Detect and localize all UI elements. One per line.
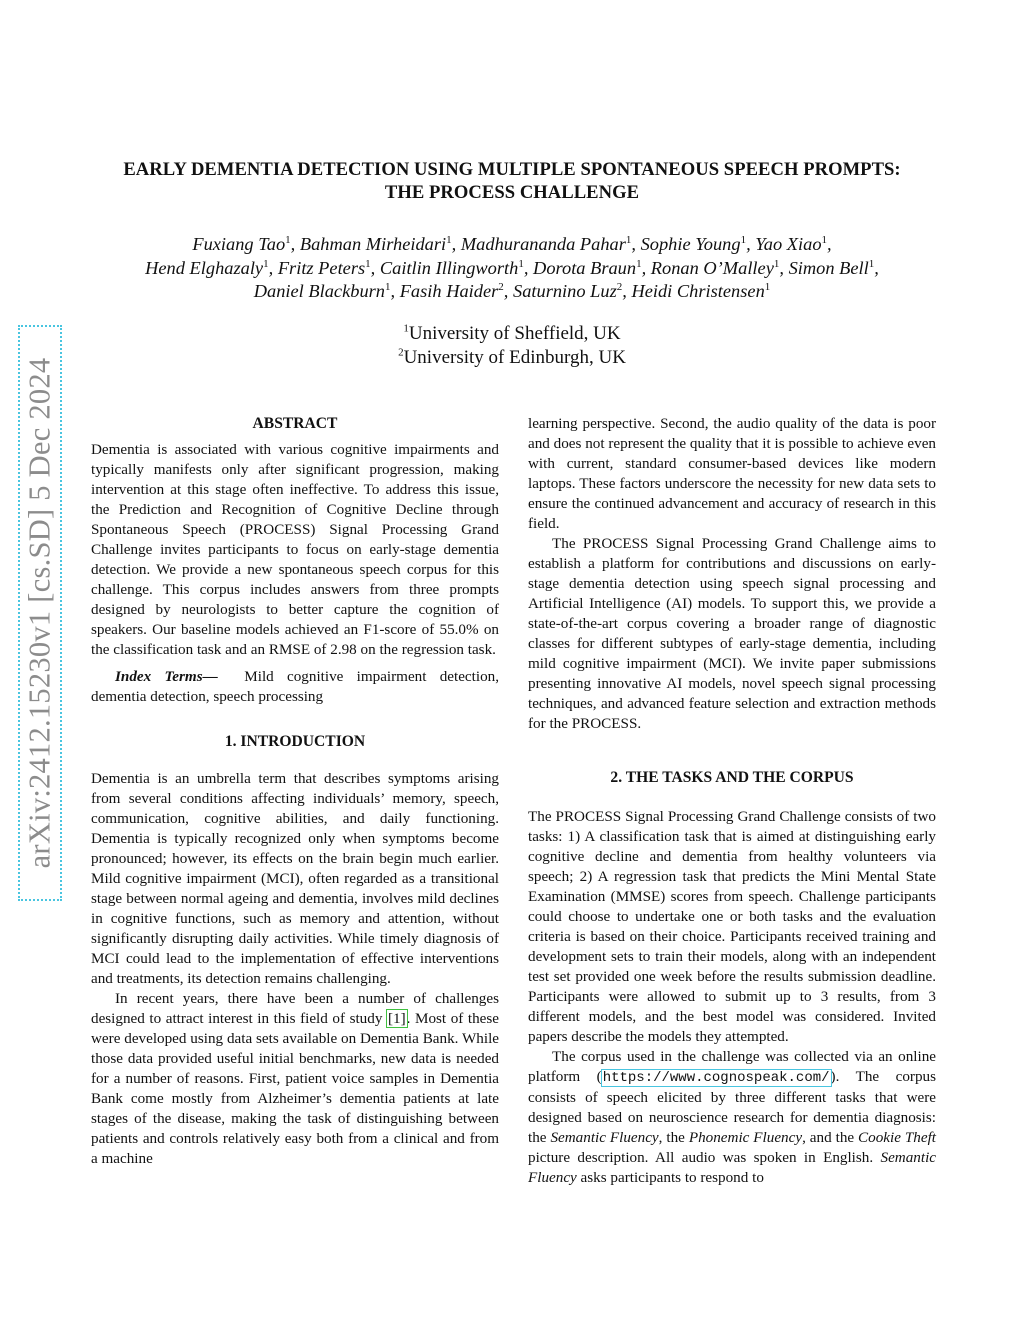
citation-link[interactable]: [1] xyxy=(387,1010,406,1027)
author: Daniel Blackburn$^1$ xyxy=(253,281,391,302)
author: Simon Bell$^1$ xyxy=(788,257,875,278)
section-heading-introduction: 1. INTRODUCTION xyxy=(224,733,366,750)
author: Saturnino Luz$^2$ xyxy=(513,281,623,302)
intro-paragraph-2: In recent years, there have been a number of challenges designed to attract interest in this field of study [1]. Most of these were developed using data sets available on Dementia Bank. While those data provided useful initial benchmarks, new data is needed for a number of reasons. First, patient voice samples in Dementia Bank come mostly from Alzheimer’s dementia patients at late stages of the disease, making the task of distinguishing between patients and controls relatively easy both from a clinical and from a machine xyxy=(91,990,500,1167)
tasks-paragraph-2: The corpus used in the challenge was collected via an online platform (https://www.cognospeak.com/). The corpus consists of speech elicited by three different tasks that were designed based on neuroscience research for dementia diagnosis: the Semantic Fluency, the Phonemic Fluency, and the Cookie Theft picture description. All audio was spoken in English. Semantic Fluency asks participants to respond to xyxy=(528,1048,936,1186)
abstract-heading: ABSTRACT xyxy=(252,415,338,432)
author: Yao Xiao$^1$ xyxy=(755,233,828,254)
index-terms-text: Mild cognitive impairment detection, dementia detection, speech processing xyxy=(91,668,499,705)
author: Fritz Peters$^1$ xyxy=(277,257,371,278)
paper-title xyxy=(60,158,964,204)
author-list: Fuxiang Tao$^1$, Bahman Mirheidari$^1$, Madhurananda Pahar$^1$, Sophie Young$^1$, Yao Xiao$^1$, Hend Elghazaly$^1$, Fritz Peters$^1$, Caitlin Illingworth$^1$, Dorota Braun$^1$, Ronan O’Malley$^1$, Simon Bell$^1$, Daniel Blackburn$^1$, Fasih Haider$^2$, Saturnino Luz$^2$, Heidi Christensen$^1$ xyxy=(145,233,879,302)
author: Bahman Mirheidari$^1$ xyxy=(299,233,452,254)
intro-paragraph-1: Dementia is an umbrella term that describes symptoms arising from several conditions affecting individuals’ memory, speech, communication, cognitive abilities, and daily functioning. Dementia is typically recognized only when symptoms become pronounced; however, its effects on the brain begin much earlier. Mild cognitive impairment (MCI), often regarded as a transitional stage between normal ageing and dementia, involves mild declines in cognitive functions, such as memory and attention, without significantly disrupting daily activities. While timely diagnosis of MCI could lead to the implementation of effective interventions and treatments, its detection remains challenging. xyxy=(91,770,499,987)
left-column xyxy=(91,414,499,1169)
arxiv-stamp[interactable]: arXiv:2412.15230v1 [cs.SD] 5 Dec 2024 xyxy=(22,357,57,869)
tasks-paragraph-1: The PROCESS Signal Processing Grand Challenge consists of two tasks: 1) A classification task that is aimed at distinguishing early cognitive decline and dementia from healthy volunteers via speech; 2) A regression task that predicts the Mini Mental State Examination (MMSE) scores from speech. Challenge participants could choose to undertake one or both tasks and the evaluation criteria is based on their choice. Participants received training and development sets to train their models, along with an independent test set provided one week before the results submission deadline. Participants were allowed to submit up to 3 results, from 3 different models, and the best model was considered. Invited papers describe the models they attempted. xyxy=(528,808,936,1045)
intro-paragraph-3: learning perspective. Second, the audio quality of the data is poor and does not represent the quality that it is possible to achieve even with current, standard consumer-based devices like modern laptops. These factors underscore the necessity for new data sets to ensure the continued advancement and accuracy of research in this field. xyxy=(528,415,936,532)
author: Heidi Christensen$^1$ xyxy=(631,281,771,302)
title-line-1: EARLY DEMENTIA DETECTION USING MULTIPLE SPONTANEOUS SPEECH PROMPTS: xyxy=(123,159,901,180)
author: Fasih Haider$^2$ xyxy=(399,281,504,302)
author: Fuxiang Tao$^1$ xyxy=(192,233,291,254)
affiliation: $^1$University of Sheffield, UK xyxy=(403,322,621,344)
author: Hend Elghazaly$^1$ xyxy=(145,257,269,278)
intro-paragraph-4: The PROCESS Signal Processing Grand Challenge aims to establish a platform for contributions and discussions on early-stage dementia detection using speech signal processing and Artificial Intelligence (AI) models. To support this, we provide a state-of-the-art corpus covering a broader range of diagnostic classes for different subtypes of early-stage dementia, including mild cognitive impairment (MCI). We invite paper submissions presenting innovative AI models, novel speech signal processing techniques, and advanced feature selection and extraction methods for the PROCESS. xyxy=(528,535,936,732)
affiliation: $^2$University of Edinburgh, UK xyxy=(398,346,626,368)
author: Madhurananda Pahar$^1$ xyxy=(460,233,632,254)
author: Dorota Braun$^1$ xyxy=(533,257,642,278)
cognospeak-url-link[interactable]: https://www.cognospeak.com/ xyxy=(602,1070,830,1086)
author: Caitlin Illingworth$^1$ xyxy=(379,257,524,278)
author: Ronan O’Malley$^1$ xyxy=(650,257,780,278)
section-heading-tasks: 2. THE TASKS AND THE CORPUS xyxy=(610,769,854,786)
title-line-2: THE PROCESS CHALLENGE xyxy=(384,182,640,203)
index-terms-label: Index Terms— xyxy=(115,668,218,685)
index-terms xyxy=(91,667,499,707)
abstract-text: Dementia is associated with various cognitive impairments and typically manifests only after significant progression, making intervention at this stage often ineffective. To address this issue, the Prediction and Recognition of Cognitive Decline through Spontaneous Speech (PROCESS) Signal Processing Grand Challenge invites participants to focus on early-stage dementia detection. We provide a new spontaneous speech corpus for this challenge. This corpus includes answers from three prompts designed by neurologists to better capture the cognition of speakers. Our baseline models achieved an F1-score of 55.0% on the classification task and an RMSE of 2.98 on the regression task. xyxy=(91,441,499,658)
author: Sophie Young$^1$ xyxy=(640,233,747,254)
affiliations xyxy=(60,322,964,369)
right-column xyxy=(528,414,936,1188)
